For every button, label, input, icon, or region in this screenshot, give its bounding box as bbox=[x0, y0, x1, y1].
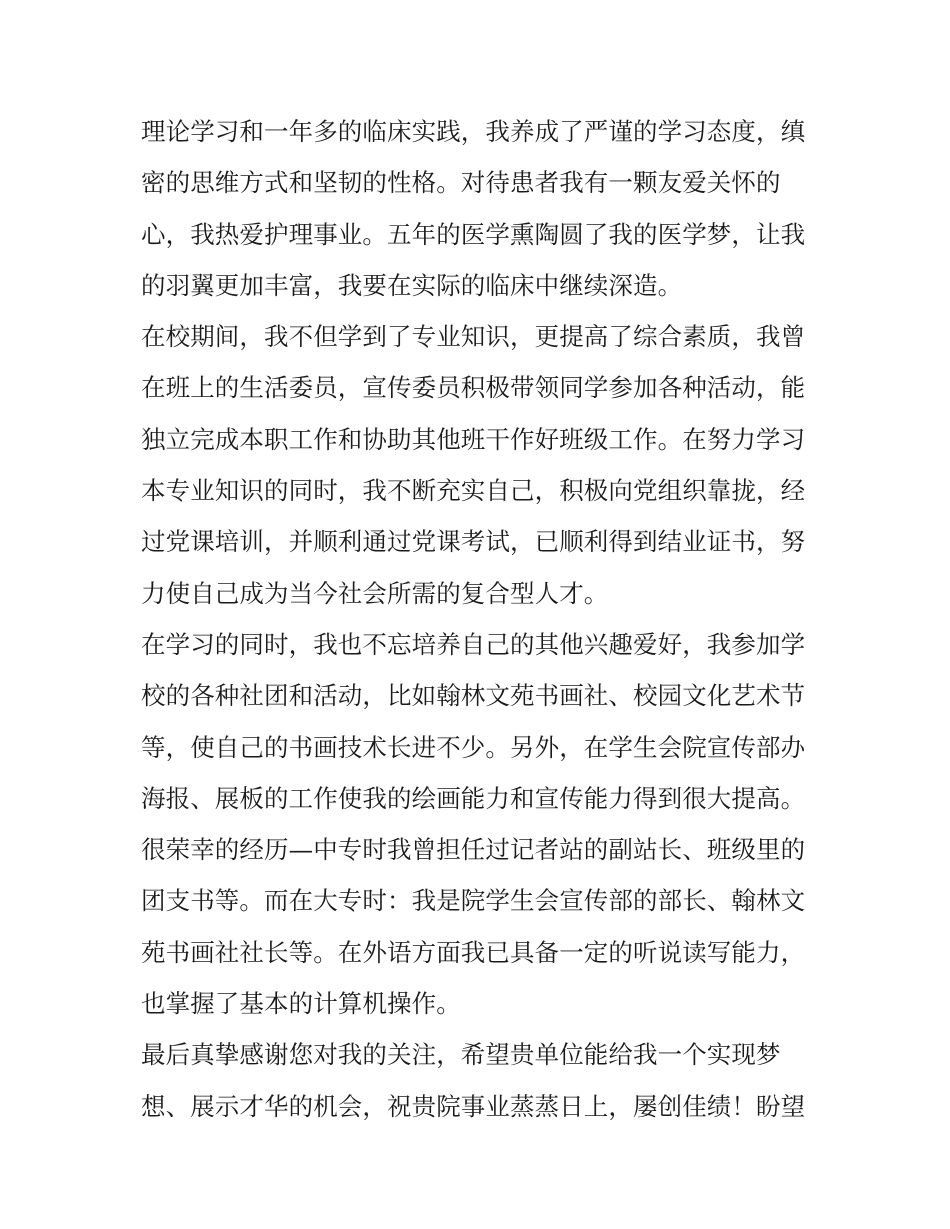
paragraph-closing bbox=[141, 1029, 821, 1132]
paragraph-interests bbox=[141, 619, 821, 1029]
text-line: 理论学习和一年多的临床实践，我养成了严谨的学习态度，缜 bbox=[141, 117, 806, 146]
text-line: 密的思维方式和坚韧的性格。对待患者我有一颗友爱关怀的 bbox=[141, 168, 781, 198]
text-line: 很荣幸的经历—中专时我曾担任过记者站的副站长、班级里的 bbox=[141, 835, 806, 865]
text-line: 在班上的生活委员，宣传委员积极带领同学参加各种活动，能 bbox=[141, 373, 806, 403]
text-line: 校的各种社团和活动，比如翰林文苑书画社、校园文化艺术节 bbox=[141, 681, 806, 711]
text-line: 过党课培训，并顺利通过党课考试，已顺利得到结业证书，努 bbox=[141, 527, 806, 557]
text-line: 心，我热爱护理事业。五年的医学熏陶圆了我的医学梦，让我 bbox=[141, 219, 806, 249]
text-line: 等，使自己的书画技术长进不少。另外，在学生会院宣传部办 bbox=[141, 732, 806, 762]
text-line: 最后真挚感谢您对我的关注，希望贵单位能给我一个实现梦 bbox=[141, 1040, 781, 1070]
text-line: 独立完成本职工作和协助其他班干作好班级工作。在努力学习 bbox=[141, 424, 806, 454]
letter-body bbox=[141, 106, 821, 1132]
text-line: 在学习的同时，我也不忘培养自己的其他兴趣爱好，我参加学 bbox=[141, 629, 806, 659]
text-line: 在校期间，我不但学到了专业知识，更提高了综合素质，我曾 bbox=[141, 322, 806, 352]
paragraph-study-practice bbox=[141, 106, 821, 311]
text-line: 想、展示才华的机会，祝贵院事业蒸蒸日上，屡创佳绩！盼望 bbox=[141, 1091, 806, 1121]
text-line: 力使自己成为当今社会所需的复合型人才。 bbox=[141, 578, 609, 608]
text-line: 的羽翼更加丰富，我要在实际的临床中继续深造。 bbox=[141, 270, 683, 300]
paragraph-school-period bbox=[141, 311, 821, 619]
text-line: 团支书等。而在大专时：我是院学生会宣传部的部长、翰林文 bbox=[141, 886, 806, 916]
text-line: 海报、展板的工作使我的绘画能力和宣传能力得到很大提高。 bbox=[141, 783, 806, 813]
text-line: 苑书画社社长等。在外语方面我已具备一定的听说读写能力， bbox=[141, 937, 806, 967]
text-line: 也掌握了基本的计算机操作。 bbox=[141, 989, 461, 1019]
text-line: 本专业知识的同时，我不断充实自己，积极向党组织靠拢，经 bbox=[141, 476, 806, 506]
